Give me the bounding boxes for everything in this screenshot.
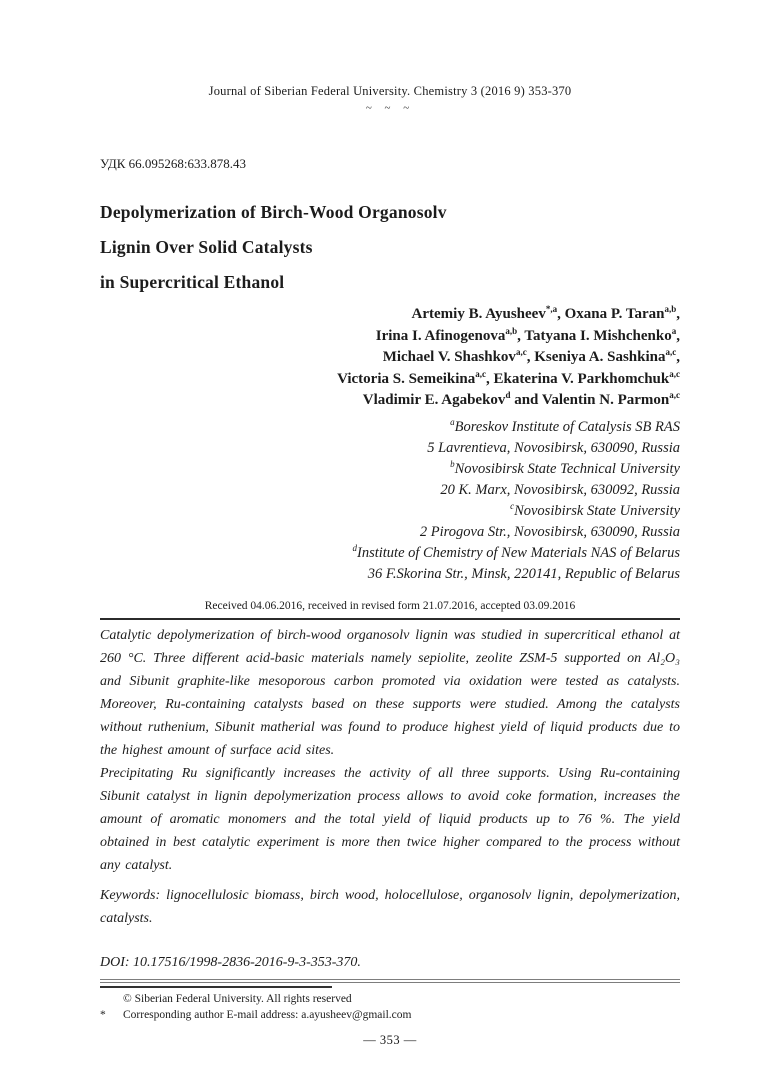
author-line <box>100 347 680 369</box>
affil-sup: d <box>352 542 357 553</box>
author-affil-sup: a,b <box>664 304 677 314</box>
author-name: Victoria S. Semeikina <box>337 370 476 387</box>
affil-text: Novosibirsk State Technical University <box>454 460 680 477</box>
abstract-block <box>100 624 680 877</box>
author-affil-sup: a <box>671 325 677 336</box>
page-number: — 353 — <box>363 1032 417 1047</box>
abstract-paragraph-2: Precipitating Ru significantly increases the activity of all three supports. Using Ru-containing Sibunit catalyst in lignin depolymerization process allows to avoid coke formation, increases the amount of aromatic monomers and the total yield of liquid products up to 76 %. The yield obtained in best catalytic experiment is more then twice higher compared to the process without any catalyst. <box>100 765 680 873</box>
affil-text: 2 Pirogova Str., Novosibirsk, 630090, Russia <box>419 523 680 540</box>
title-line: in Supercritical Ethanol <box>100 272 285 292</box>
author-line <box>100 390 680 412</box>
affiliation-line <box>100 417 680 438</box>
footnote-asterisk-marker: * <box>100 1008 106 1021</box>
author-affil-sup: a,c <box>669 368 680 379</box>
author-name: and Valentin N. Parmon <box>510 392 670 408</box>
affil-text: Boreskov Institute of Catalysis SB RAS <box>454 418 680 435</box>
received-dates-line: Received 04.06.2016, received in revised form 21.07.2016, accepted 03.09.2016 <box>204 599 576 612</box>
author-sep: , <box>676 349 680 365</box>
affiliation-line <box>100 438 680 459</box>
affiliation-line <box>100 459 680 480</box>
footnotes-block <box>100 991 680 1023</box>
author-name: Vladimir E. Agabekov <box>362 392 506 408</box>
affiliation-line <box>100 543 680 564</box>
abstract-paragraph-1: Catalytic depolymerization of birch-wood organosolv lignin was studied in supercritical ethanol at 260 °C. Three different acid-basic materials namely sepiolite, zeolite ZSM-5 supported on Al₂O₃ and Sibunit graphite-like mesoporous carbon promoted via oxidation were tested as catalysts. Moreover, Ru-containing catalysts based on these supports were studied. Among the catalysts without ruthenium, Sibunit matherial was found to produce highest yield of liquid products due to the highest amount of surface acid sites. <box>100 627 680 758</box>
affil-text: 20 K. Marx, Novosibirsk, 630092, Russia <box>440 481 680 498</box>
affil-sup: b <box>450 458 455 469</box>
title-line: Depolymerization of Birch-Wood Organosolv <box>100 202 447 222</box>
abstract-top-divider <box>100 618 680 620</box>
copyright-line: © Siberian Federal University. All rights reserved <box>123 992 352 1005</box>
affiliation-line <box>100 522 680 543</box>
author-affil-sup: d <box>505 390 511 400</box>
author-name: , Tatyana I. Mishchenko <box>517 327 672 344</box>
author-name: Irina I. Afinogenova <box>375 327 506 344</box>
author-affil-sup: a,b <box>505 325 518 336</box>
article-title <box>100 195 680 300</box>
affiliation-line <box>100 564 680 585</box>
author-line <box>100 304 680 326</box>
author-affil-sup: *,a <box>545 304 558 314</box>
author-line <box>100 326 680 348</box>
author-name: , Oxana P. Taran <box>557 306 665 322</box>
udk-code: УДК 66.095268:633.878.43 <box>100 156 247 171</box>
tilde-separator: ~ ~ ~ <box>365 102 415 114</box>
affiliation-line <box>100 501 680 522</box>
authors-block <box>100 304 680 412</box>
footnote-divider <box>100 986 332 988</box>
author-name: , Ekaterina V. Parkhomchuk <box>486 370 670 387</box>
author-name: Artemiy B. Ayusheev <box>411 306 546 322</box>
author-line <box>100 369 680 391</box>
author-name: , Kseniya A. Sashkina <box>526 349 666 365</box>
author-name: Michael V. Shashkov <box>382 349 516 365</box>
author-affil-sup: a,c <box>669 390 680 400</box>
affiliation-line <box>100 480 680 501</box>
author-sep: , <box>676 327 680 344</box>
footer-double-divider <box>100 979 680 983</box>
affiliations-block <box>100 417 680 585</box>
title-line: Lignin Over Solid Catalysts <box>100 237 313 257</box>
author-affil-sup: a,c <box>665 347 677 357</box>
author-affil-sup: a,c <box>475 368 487 379</box>
doi-line: DOI: 10.17516/1998-2836-2016-9-3-353-370. <box>100 954 361 970</box>
corresponding-author-text: Corresponding author E-mail address: a.ayusheev@gmail.com <box>123 1008 412 1021</box>
author-affil-sup: a,c <box>515 347 527 357</box>
affil-text: Institute of Chemistry of New Materials NAS of Belarus <box>356 544 680 561</box>
affil-sup: c <box>510 500 515 511</box>
corresponding-author-line <box>100 1007 680 1023</box>
affil-text: 36 F.Skorina Str., Minsk, 220141, Republic of Belarus <box>367 565 680 582</box>
affil-sup: a <box>450 416 455 427</box>
affil-text: Novosibirsk State University <box>514 502 680 519</box>
journal-header: Journal of Siberian Federal University. Chemistry 3 (2016 9) 353-370 <box>208 84 572 98</box>
affil-text: 5 Lavrentieva, Novosibirsk, 630090, Russia <box>427 439 680 456</box>
keywords-paragraph: Keywords: lignocellulosic biomass, birch wood, holocellulose, organosolv lignin, depolymerization, catalysts. <box>100 887 680 926</box>
author-sep: , <box>676 306 680 322</box>
